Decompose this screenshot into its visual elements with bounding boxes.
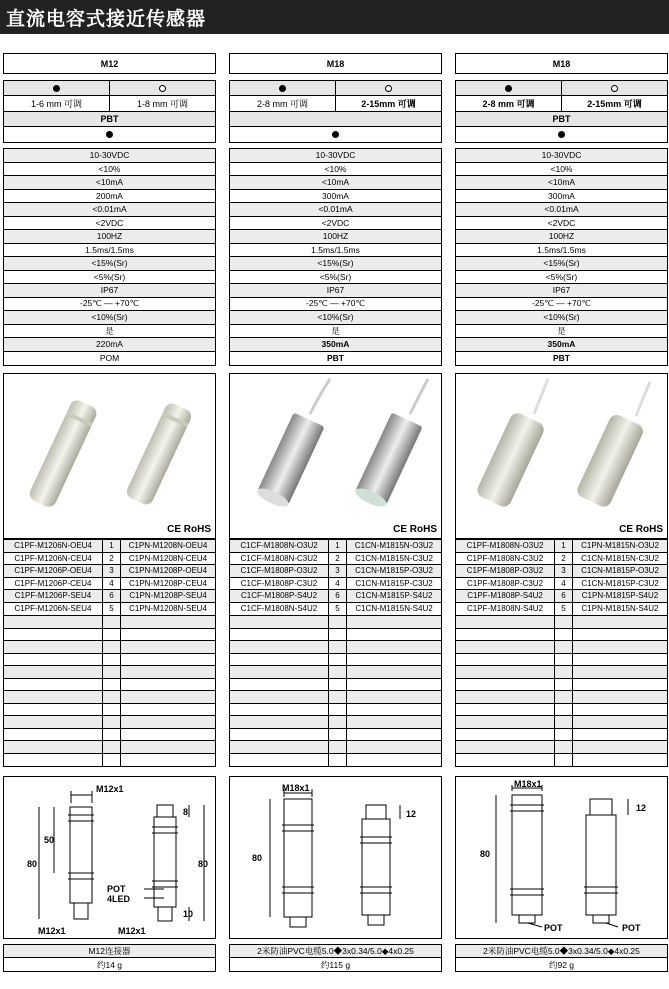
spec-value: 300mA [548,190,575,201]
page-title: 直流电容式接近传感器 [6,8,207,30]
cable-info: 2米防油PVC电缆5.0◆3x0.34/5.0◆4x0.25 [483,946,640,956]
model-code: C1PN-M1208N-CEU4 [120,553,215,565]
dim-len-b: 80 [252,853,263,863]
product-photo [3,373,216,539]
model-number: 6 [554,590,572,602]
cable-info: M12连接器 [88,946,131,956]
spec-value: POM [99,353,120,364]
model-code: C1CF-M1808P-S4U2 [240,591,318,601]
empty-rows [229,616,442,767]
spec-value: <10% [324,163,347,174]
title-bar [0,0,669,34]
spec-value: 220mA [96,339,123,350]
model-number: 2 [554,553,572,565]
model-code: C1CF-M1808N-O3U2 [240,541,318,551]
spec-value: 350mA [547,339,576,350]
range-a: 2-8 mm 可调 [256,99,308,109]
spec-value: 10-30VDC [315,150,356,161]
model-code: C1PF-M1206N-CEU4 [14,553,92,563]
material: PBT [552,114,571,124]
model-code: C1PN-M1815N-S4U2 [572,603,667,616]
spec-value: 是 [331,325,340,336]
model-number: 6 [102,590,120,602]
spec-value: <10mA [95,177,124,188]
model-code: C1PF-M1206N-SEU4 [14,604,92,614]
spec-value: <10mA [321,177,350,188]
spec-value: <10% [550,163,573,174]
spec-value: <2VDC [547,217,576,228]
spec-value: -25℃ — +70℃ [305,298,366,309]
model-code: C1PN-M1815P-S4U2 [572,590,667,602]
filled-dot-icon [332,131,339,138]
model-code: C1CN-M1815P-C3U2 [572,578,667,590]
spec-value: IP67 [552,285,571,296]
m18-plastic-dimension-svg [456,777,667,938]
model-code: C1CN-M1815P-O3U2 [346,565,441,577]
ce-rohs-mark: CE RoHS [619,524,663,535]
model-code: C1PF-M1206P-CEU4 [14,578,92,588]
spec-value: 300mA [322,190,349,201]
model-code: C1CN-M1815N-S4U2 [346,603,441,616]
ce-rohs-mark: CE RoHS [167,524,211,535]
size-header: M18 [552,58,571,69]
model-number: 1 [328,540,346,552]
range-a: 1-6 mm 可调 [30,99,82,109]
dim-thread-bottom: M12x1 [38,926,66,936]
spec-value: <10%(Sr) [317,312,354,323]
spec-table [455,148,668,366]
model-code: C1PN-M1208P-SEU4 [120,590,215,602]
dim-thread: M12x1 [96,784,124,794]
spec-value: <15%(Sr) [317,258,354,269]
model-code: C1CF-M1808N-C3U2 [240,553,318,563]
spec-value: <0.01mA [92,204,127,215]
dim-len-a: 50 [44,835,55,845]
model-code: C1CF-M1808N-S4U2 [240,604,318,614]
model-code: C1PF-M1808P-S4U2 [467,591,543,601]
spec-value: <10mA [547,177,576,188]
cable-info: 2米防油PVC电缆5.0◆3x0.34/5.0◆4x0.25 [257,946,414,956]
sensor-photo-illustration [230,374,441,538]
dim-thread: M18x1 [514,779,542,789]
spec-value: <10%(Sr) [543,312,580,323]
dim-thread: M18x1 [282,783,310,793]
spec-value: <15%(Sr) [543,258,580,269]
dim-thread-bottom-2: M12x1 [118,926,146,936]
column-m18-metal [229,53,442,972]
model-code: C1PF-M1808N-S4U2 [466,604,544,614]
model-number: 6 [328,590,346,602]
label-pot: POT [107,884,126,894]
dim-cap: 12 [406,809,417,819]
m12-dimension-svg [4,777,215,938]
spec-value: 200mA [96,190,123,201]
model-table [229,539,442,616]
dim-len-b: 80 [480,849,491,859]
model-code: C1CN-M1815P-S4U2 [346,590,441,602]
dimension-drawing [455,776,668,939]
spec-value: <10% [98,163,121,174]
dim-led-len: 10 [183,909,194,919]
spec-value: -25℃ — +70℃ [531,298,592,309]
open-dot-icon [385,85,392,92]
spec-value: 1.5ms/1.5ms [537,244,586,255]
model-number: 2 [328,553,346,565]
model-number: 2 [102,553,120,565]
spec-value: 100HZ [96,231,123,242]
model-code: C1CN-M1815P-O3U2 [572,565,667,577]
range-a: 2-8 mm 可调 [482,99,535,109]
empty-rows [455,616,668,767]
model-number: 5 [554,603,572,616]
model-code: C1PN-M1208P-CEU4 [120,578,215,590]
filled-dot-icon [53,85,60,92]
label-pot: POT [544,923,563,933]
column-m18-plastic [455,53,668,972]
product-photo [455,373,668,539]
open-dot-icon [159,85,166,92]
model-code: C1CF-M1808P-O3U2 [240,566,318,576]
spec-value: IP67 [100,285,119,296]
weight-info: 约14 g [96,959,123,970]
spec-value: <5%(Sr) [319,271,352,282]
spec-value: <0.01mA [318,204,353,215]
model-number: 4 [554,578,572,590]
filled-dot-icon [505,85,512,92]
material [230,112,441,126]
ce-rohs-mark: CE RoHS [393,524,437,535]
filled-dot-icon [558,131,565,138]
spec-value: <5%(Sr) [545,271,578,282]
column-m12 [3,53,216,972]
model-number: 3 [102,565,120,577]
model-number: 3 [328,565,346,577]
spec-value: <5%(Sr) [93,271,126,282]
dimension-drawing [229,776,442,939]
spec-value: <15%(Sr) [91,258,128,269]
label-pot-2: POT [622,923,641,933]
dim-cap: 8 [183,807,189,817]
model-table [3,539,216,616]
sensor-photo-illustration [4,374,215,538]
spec-table [3,148,216,366]
spec-value: PBT [553,353,570,364]
model-code: C1CN-M1815N-C3U2 [346,553,441,565]
dim-cap: 12 [636,803,647,813]
spec-value: 100HZ [322,231,349,242]
size-header: M18 [326,58,345,69]
model-number: 1 [102,540,120,552]
spec-value: IP67 [326,285,345,296]
spec-value: 10-30VDC [89,150,130,161]
model-code: C1CN-M1815P-C3U2 [346,578,441,590]
model-number: 4 [102,578,120,590]
model-code: C1PF-M1808N-C3U2 [466,553,544,563]
model-code: C1PF-M1808P-O3U2 [466,566,544,576]
spec-value: <2VDC [95,217,124,228]
range-b: 2-15mm 可调 [561,96,667,111]
model-number: 5 [102,603,120,616]
dim-len-b-2: 80 [198,859,209,869]
spec-table [229,148,442,366]
model-number: 4 [328,578,346,590]
model-code: C1PF-M1206P-SEU4 [14,591,92,601]
range-b: 1-8 mm 可调 [109,96,215,111]
spec-value: -25℃ — +70℃ [79,298,140,309]
model-code: C1PN-M1208N-SEU4 [120,603,215,616]
spec-value: 10-30VDC [541,150,582,161]
spec-value: <2VDC [321,217,350,228]
dimension-drawing [3,776,216,939]
material: PBT [100,114,119,124]
m18-dimension-svg [230,777,441,938]
model-code: C1PN-M1208N-OEU4 [120,540,215,552]
model-code: C1PF-M1808N-O3U2 [466,541,544,551]
model-code: C1PF-M1206N-OEU4 [14,541,92,551]
filled-dot-icon [279,85,286,92]
model-code: C1CF-M1808P-C3U2 [240,578,318,588]
spec-value: 是 [105,325,114,336]
model-table [455,539,668,616]
spec-value: <10%(Sr) [91,312,128,323]
sensor-photo-illustration [456,374,667,538]
product-photo [229,373,442,539]
spec-value: 350mA [321,339,350,350]
model-code: C1PN-M1208P-OEU4 [120,565,215,577]
weight-info: 约92 g [548,959,575,970]
spec-value: 1.5ms/1.5ms [85,244,134,255]
filled-dot-icon [106,131,113,138]
open-dot-icon [611,85,618,92]
spec-value: 100HZ [548,231,575,242]
model-code: C1PF-M1206P-OEU4 [14,566,92,576]
size-header: M12 [100,58,119,69]
model-number: 1 [554,540,572,552]
model-code: C1PN-M1815N-O3U2 [572,540,667,552]
label-led: 4LED [107,894,131,904]
model-code: C1CN-M1815N-C3U2 [572,553,667,565]
spec-value: PBT [327,353,344,364]
model-number: 3 [554,565,572,577]
model-code: C1CN-M1815N-O3U2 [346,540,441,552]
spec-value: 1.5ms/1.5ms [311,244,360,255]
spec-value: 是 [557,325,566,336]
model-code: C1PF-M1808P-C3U2 [466,578,544,588]
weight-info: 约115 g [320,959,351,970]
dim-len-b: 80 [27,859,38,869]
model-number: 5 [328,603,346,616]
range-b: 2-15mm 可调 [335,96,441,111]
spec-value: <0.01mA [544,204,579,215]
empty-rows [3,616,216,767]
